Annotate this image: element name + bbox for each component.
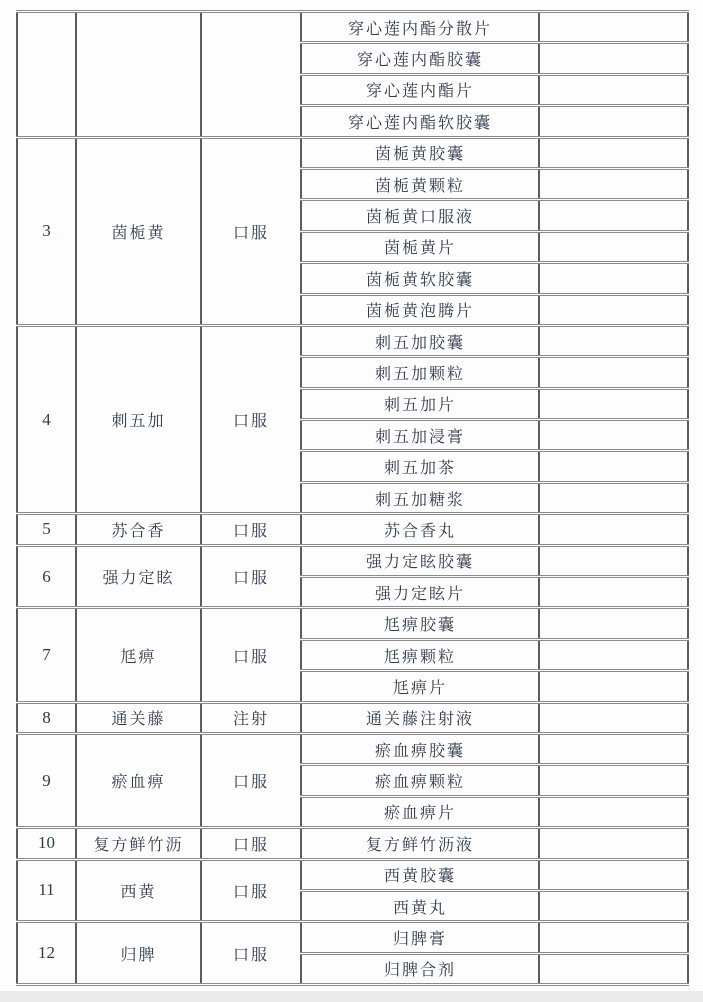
empty-cell xyxy=(539,545,688,576)
empty-cell xyxy=(539,859,688,890)
product-name-cell: 通关藤注射液 xyxy=(301,702,539,733)
empty-cell xyxy=(539,890,688,921)
empty-cell xyxy=(539,796,688,827)
empty-cell xyxy=(539,953,688,984)
row-number-cell: 5 xyxy=(17,514,76,545)
empty-cell xyxy=(539,828,688,859)
page-bottom-edge xyxy=(0,991,703,1002)
medicine-name-cell: 通关藤 xyxy=(76,702,201,733)
product-name-cell: 穿心莲内酯胶囊 xyxy=(301,43,539,74)
empty-cell xyxy=(539,168,688,199)
route-cell: 口服 xyxy=(201,608,301,702)
table-row xyxy=(17,702,688,733)
medicine-table-body xyxy=(17,12,688,985)
table-row xyxy=(17,545,688,576)
medicine-name-cell: 强力定眩 xyxy=(76,545,201,608)
medicine-name-cell: 茵栀黄 xyxy=(76,137,201,325)
product-name-cell: 强力定眩胶囊 xyxy=(301,545,539,576)
product-name-cell: 尪痹颗粒 xyxy=(301,639,539,670)
empty-cell xyxy=(539,639,688,670)
product-name-cell: 瘀血痹颗粒 xyxy=(301,765,539,796)
row-number-cell: 6 xyxy=(17,545,76,608)
product-name-cell: 西黄丸 xyxy=(301,890,539,921)
route-cell: 口服 xyxy=(201,514,301,545)
medicine-name-cell: 苏合香 xyxy=(76,514,201,545)
medicine-name-cell: 归脾 xyxy=(76,922,201,985)
medicine-name-cell: 西黄 xyxy=(76,859,201,922)
route-cell: 注射 xyxy=(201,702,301,733)
row-number-cell: 10 xyxy=(17,828,76,859)
product-name-cell: 刺五加胶囊 xyxy=(301,325,539,356)
medicine-name-cell: 瘀血痹 xyxy=(76,733,201,827)
row-number-cell: 7 xyxy=(17,608,76,702)
empty-cell xyxy=(539,106,688,137)
empty-cell xyxy=(539,608,688,639)
product-name-cell: 刺五加颗粒 xyxy=(301,357,539,388)
product-name-cell: 茵栀黄胶囊 xyxy=(301,137,539,168)
empty-cell xyxy=(539,765,688,796)
empty-cell xyxy=(539,137,688,168)
medicine-name-cell: 尪痹 xyxy=(76,608,201,702)
table-row xyxy=(17,514,688,545)
row-number-cell: 8 xyxy=(17,702,76,733)
empty-cell xyxy=(539,263,688,294)
empty-cell xyxy=(539,671,688,702)
row-number-cell: 4 xyxy=(17,325,76,513)
route-cell: 口服 xyxy=(201,545,301,608)
route-cell: 口服 xyxy=(201,828,301,859)
medicine-name-cell: 刺五加 xyxy=(76,325,201,513)
product-name-cell: 刺五加浸膏 xyxy=(301,420,539,451)
table-row xyxy=(17,733,688,764)
empty-cell xyxy=(539,451,688,482)
row-number-cell: 12 xyxy=(17,922,76,985)
empty-cell xyxy=(539,200,688,231)
empty-cell xyxy=(539,922,688,953)
product-name-cell: 瘀血痹片 xyxy=(301,796,539,827)
product-name-cell: 归脾合剂 xyxy=(301,953,539,984)
product-name-cell: 茵栀黄软胶囊 xyxy=(301,263,539,294)
table-row xyxy=(17,859,688,890)
empty-cell xyxy=(539,388,688,419)
empty-cell xyxy=(539,733,688,764)
table-row xyxy=(17,608,688,639)
empty-cell xyxy=(539,357,688,388)
table-row xyxy=(17,12,688,43)
empty-cell xyxy=(539,12,688,43)
product-name-cell: 穿心莲内酯片 xyxy=(301,74,539,105)
product-name-cell: 茵栀黄片 xyxy=(301,231,539,262)
medicine-table xyxy=(16,10,689,986)
route-cell: 口服 xyxy=(201,325,301,513)
row-number-cell xyxy=(17,12,76,138)
product-name-cell: 归脾膏 xyxy=(301,922,539,953)
product-name-cell: 穿心莲内酯分散片 xyxy=(301,12,539,43)
empty-cell xyxy=(539,514,688,545)
empty-cell xyxy=(539,577,688,608)
product-name-cell: 刺五加茶 xyxy=(301,451,539,482)
row-number-cell: 11 xyxy=(17,859,76,922)
empty-cell xyxy=(539,420,688,451)
product-name-cell: 茵栀黄颗粒 xyxy=(301,168,539,199)
table-row xyxy=(17,325,688,356)
route-cell: 口服 xyxy=(201,137,301,325)
row-number-cell: 9 xyxy=(17,733,76,827)
product-name-cell: 尪痹片 xyxy=(301,671,539,702)
medicine-name-cell xyxy=(76,12,201,138)
empty-cell xyxy=(539,74,688,105)
empty-cell xyxy=(539,231,688,262)
route-cell: 口服 xyxy=(201,859,301,922)
product-name-cell: 茵栀黄口服液 xyxy=(301,200,539,231)
empty-cell xyxy=(539,482,688,513)
route-cell: 口服 xyxy=(201,733,301,827)
empty-cell xyxy=(539,325,688,356)
product-name-cell: 尪痹胶囊 xyxy=(301,608,539,639)
medicine-name-cell: 复方鲜竹沥 xyxy=(76,828,201,859)
table-row xyxy=(17,137,688,168)
route-cell: 口服 xyxy=(201,922,301,985)
product-name-cell: 西黄胶囊 xyxy=(301,859,539,890)
table-row xyxy=(17,828,688,859)
product-name-cell: 复方鲜竹沥液 xyxy=(301,828,539,859)
empty-cell xyxy=(539,43,688,74)
table-row xyxy=(17,922,688,953)
product-name-cell: 刺五加片 xyxy=(301,388,539,419)
product-name-cell: 刺五加糖浆 xyxy=(301,482,539,513)
product-name-cell: 瘀血痹胶囊 xyxy=(301,733,539,764)
route-cell xyxy=(201,12,301,138)
product-name-cell: 穿心莲内酯软胶囊 xyxy=(301,106,539,137)
product-name-cell: 强力定眩片 xyxy=(301,577,539,608)
row-number-cell: 3 xyxy=(17,137,76,325)
product-name-cell: 茵栀黄泡腾片 xyxy=(301,294,539,325)
product-name-cell: 苏合香丸 xyxy=(301,514,539,545)
empty-cell xyxy=(539,294,688,325)
empty-cell xyxy=(539,702,688,733)
